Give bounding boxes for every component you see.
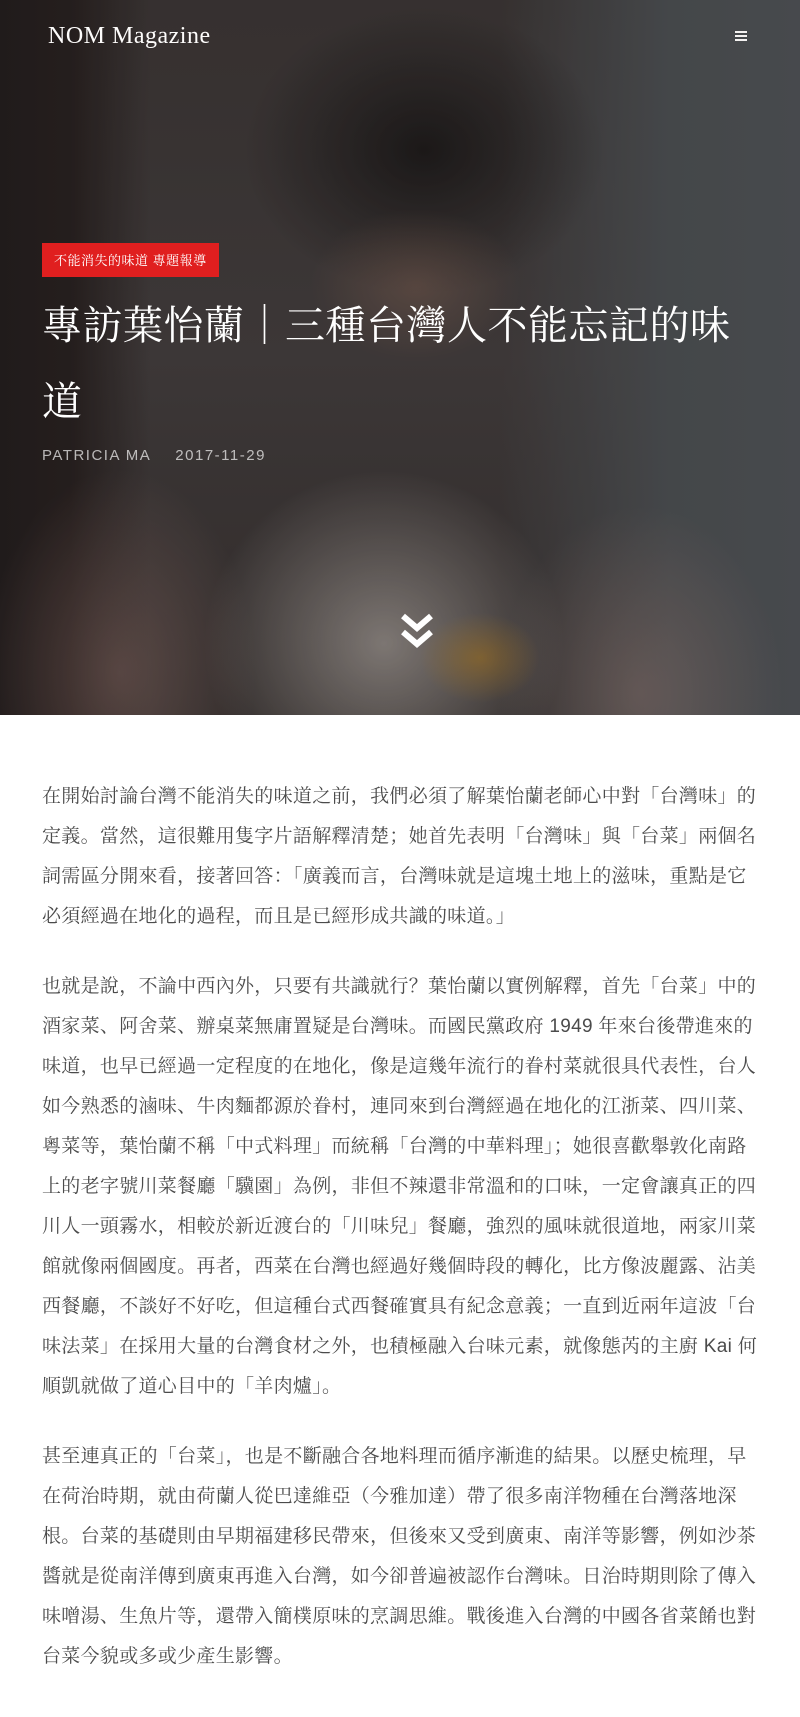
article-title: 專訪葉怡蘭｜三種台灣人不能忘記的味道 (42, 303, 731, 424)
hamburger-bar (735, 35, 747, 37)
hero-section (0, 0, 800, 715)
category-badge[interactable]: 不能消失的味道 專題報導 (42, 243, 219, 277)
top-navigation (0, 0, 800, 64)
article-paragraph-1: 在開始討論台灣不能消失的味道之前，我們必須了解葉怡蘭老師心中對「台灣味」的定義。當然，這很難用隻字片語解釋清楚；她首先表明「台灣味」與「台菜」兩個名詞需區分開來看，接著回答：「廣義而言，台灣味就是這塊土地上的滋味，重點是它必須經過在地化的過程，而且是已經形成共識的味道。」 (42, 786, 757, 927)
byline (42, 447, 266, 464)
author-name[interactable]: PATRICIA MA (42, 447, 152, 464)
article-paragraph-3: 甚至連真正的「台菜」，也是不斷融合各地料理而循序漸進的結果。以歷史梳理，早在荷治時期，就由荷蘭人從巴達維亞（今雅加達）帶了很多南洋物種在台灣落地深根。台菜的基礎則由早期福建移民帶來，但後來又受到廣東、南洋等影響，例如沙茶醬就是從南洋傳到廣東再進入台灣，如今卻普遍被認作台灣味。日治時期則除了傳入味噌湯、生魚片等，還帶入簡樸原味的烹調思維。戰後進入台灣的中國各省菜餚也對台菜今貌或多或少產生影響。 (42, 1446, 757, 1667)
hamburger-bar (735, 31, 747, 33)
hamburger-bar (735, 39, 747, 41)
article-body (0, 715, 800, 1717)
site-logo[interactable]: NOM Magazine (48, 22, 211, 49)
hamburger-menu-icon[interactable] (735, 27, 747, 45)
double-chevron-down-icon[interactable] (399, 612, 435, 652)
article-paragraph-2: 也就是說，不論中西內外，只要有共識就行？葉怡蘭以實例解釋，首先「台菜」中的酒家菜、阿舍菜、辦桌菜無庸置疑是台灣味。而國民黨政府 1949 年來台後帶進來的味道，也早已經過一定程度的在地化，像是這幾年流行的眷村菜就很具代表性，台人如今熟悉的滷味、牛肉麵都源於眷村，連同來到台灣經過在地化的江浙菜、四川菜、粵菜等，葉怡蘭不稱「中式料理」而統稱「台灣的中華料理」；她很喜歡舉敦化南路上的老字號川菜餐廳「驥園」為例，非但不辣還非常溫和的口味，一定會讓真正的四川人一頭霧水，相較於新近渡台的「川味兒」餐廳，強烈的風味就很道地，兩家川菜館就像兩個國度。再者，西菜在台灣也經過好幾個時段的轉化，比方像波麗露、沾美西餐廳，不談好不好吃，但這種台式西餐確實具有紀念意義；一直到近兩年這波「台味法菜」在採用大量的台灣食材之外，也積極融入台味元素，就像態芮的主廚 Kai 何順凱就做了道心目中的「羊肉爐」。 (42, 976, 758, 1397)
publish-date: 2017-11-29 (175, 447, 266, 464)
